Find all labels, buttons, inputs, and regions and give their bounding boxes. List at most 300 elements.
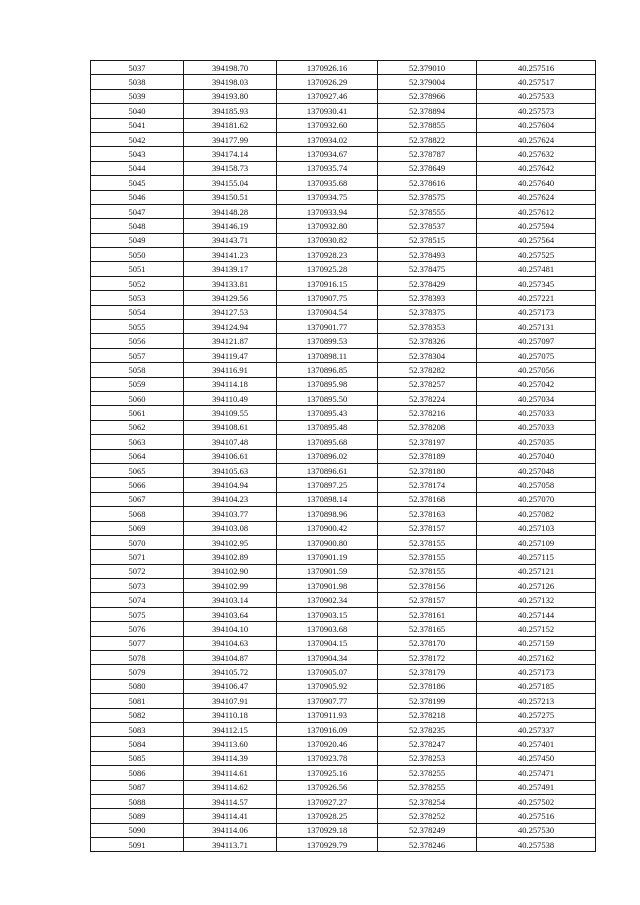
y-coordinate-cell: 1370932.80 [277,219,378,233]
y-coordinate-cell: 1370905.07 [277,665,378,679]
table-row [91,176,596,190]
latitude-cell: 52.378375 [378,305,477,319]
point-number-cell: 5085 [91,751,184,765]
point-number-cell: 5077 [91,636,184,650]
latitude-cell: 52.378199 [378,694,477,708]
latitude-cell: 52.378180 [378,463,477,477]
x-coordinate-cell: 394198.03 [184,75,277,89]
table-row [91,89,596,103]
y-coordinate-cell: 1370901.19 [277,550,378,564]
x-coordinate-cell: 394133.81 [184,276,277,290]
x-coordinate-cell: 394198.70 [184,61,277,75]
latitude-cell: 52.378168 [378,492,477,506]
table-row [91,665,596,679]
point-number-cell: 5063 [91,435,184,449]
longitude-cell: 40.257525 [477,248,596,262]
table-row [91,248,596,262]
x-coordinate-cell: 394114.41 [184,809,277,823]
point-number-cell: 5067 [91,492,184,506]
point-number-cell: 5072 [91,564,184,578]
longitude-cell: 40.257612 [477,204,596,218]
point-number-cell: 5068 [91,507,184,521]
latitude-cell: 52.378353 [378,320,477,334]
point-number-cell: 5043 [91,147,184,161]
y-coordinate-cell: 1370920.46 [277,737,378,751]
latitude-cell: 52.378326 [378,334,477,348]
latitude-cell: 52.378155 [378,564,477,578]
x-coordinate-cell: 394141.23 [184,248,277,262]
table-row [91,161,596,175]
point-number-cell: 5052 [91,276,184,290]
table-row [91,449,596,463]
latitude-cell: 52.378208 [378,420,477,434]
longitude-cell: 40.257624 [477,190,596,204]
x-coordinate-cell: 394116.91 [184,363,277,377]
point-number-cell: 5071 [91,550,184,564]
latitude-cell: 52.378393 [378,291,477,305]
latitude-cell: 52.379004 [378,75,477,89]
table-row [91,780,596,794]
latitude-cell: 52.378197 [378,435,477,449]
longitude-cell: 40.257033 [477,420,596,434]
y-coordinate-cell: 1370895.43 [277,406,378,420]
table-row [91,507,596,521]
table-row [91,291,596,305]
y-coordinate-cell: 1370905.92 [277,679,378,693]
y-coordinate-cell: 1370929.79 [277,838,378,852]
longitude-cell: 40.257042 [477,377,596,391]
point-number-cell: 5074 [91,593,184,607]
y-coordinate-cell: 1370916.09 [277,722,378,736]
longitude-cell: 40.257082 [477,507,596,521]
point-number-cell: 5086 [91,766,184,780]
longitude-cell: 40.257471 [477,766,596,780]
point-number-cell: 5051 [91,262,184,276]
latitude-cell: 52.378649 [378,161,477,175]
longitude-cell: 40.257034 [477,391,596,405]
latitude-cell: 52.378163 [378,507,477,521]
point-number-cell: 5056 [91,334,184,348]
x-coordinate-cell: 394129.56 [184,291,277,305]
latitude-cell: 52.378235 [378,722,477,736]
longitude-cell: 40.257159 [477,636,596,650]
table-row [91,75,596,89]
x-coordinate-cell: 394174.14 [184,147,277,161]
latitude-cell: 52.378218 [378,708,477,722]
table-row [91,233,596,247]
point-number-cell: 5055 [91,320,184,334]
point-number-cell: 5037 [91,61,184,75]
table-row [91,320,596,334]
longitude-cell: 40.257131 [477,320,596,334]
x-coordinate-cell: 394114.18 [184,377,277,391]
x-coordinate-cell: 394121.87 [184,334,277,348]
longitude-cell: 40.257491 [477,780,596,794]
longitude-cell: 40.257075 [477,348,596,362]
table-row [91,276,596,290]
y-coordinate-cell: 1370903.15 [277,607,378,621]
longitude-cell: 40.257115 [477,550,596,564]
point-number-cell: 5053 [91,291,184,305]
latitude-cell: 52.378189 [378,449,477,463]
coordinates-table [90,60,596,852]
y-coordinate-cell: 1370904.54 [277,305,378,319]
longitude-cell: 40.257185 [477,679,596,693]
latitude-cell: 52.378282 [378,363,477,377]
table-row [91,593,596,607]
coordinates-table-body [91,61,596,852]
latitude-cell: 52.378254 [378,794,477,808]
y-coordinate-cell: 1370901.59 [277,564,378,578]
longitude-cell: 40.257642 [477,161,596,175]
y-coordinate-cell: 1370896.85 [277,363,378,377]
table-row [91,219,596,233]
point-number-cell: 5088 [91,794,184,808]
x-coordinate-cell: 394103.14 [184,593,277,607]
y-coordinate-cell: 1370925.28 [277,262,378,276]
x-coordinate-cell: 394113.60 [184,737,277,751]
x-coordinate-cell: 394181.62 [184,118,277,132]
latitude-cell: 52.378155 [378,550,477,564]
table-row [91,435,596,449]
latitude-cell: 52.378255 [378,766,477,780]
longitude-cell: 40.257604 [477,118,596,132]
x-coordinate-cell: 394103.77 [184,507,277,521]
point-number-cell: 5039 [91,89,184,103]
x-coordinate-cell: 394110.18 [184,708,277,722]
latitude-cell: 52.378255 [378,780,477,794]
point-number-cell: 5080 [91,679,184,693]
point-number-cell: 5048 [91,219,184,233]
longitude-cell: 40.257058 [477,478,596,492]
latitude-cell: 52.378249 [378,823,477,837]
latitude-cell: 52.378493 [378,248,477,262]
point-number-cell: 5081 [91,694,184,708]
y-coordinate-cell: 1370929.18 [277,823,378,837]
table-row [91,823,596,837]
x-coordinate-cell: 394102.90 [184,564,277,578]
y-coordinate-cell: 1370900.80 [277,535,378,549]
latitude-cell: 52.378186 [378,679,477,693]
longitude-cell: 40.257097 [477,334,596,348]
longitude-cell: 40.257275 [477,708,596,722]
y-coordinate-cell: 1370934.75 [277,190,378,204]
y-coordinate-cell: 1370907.77 [277,694,378,708]
latitude-cell: 52.378515 [378,233,477,247]
point-number-cell: 5075 [91,607,184,621]
point-number-cell: 5057 [91,348,184,362]
y-coordinate-cell: 1370934.02 [277,132,378,146]
x-coordinate-cell: 394143.71 [184,233,277,247]
longitude-cell: 40.257594 [477,219,596,233]
point-number-cell: 5090 [91,823,184,837]
x-coordinate-cell: 394112.15 [184,722,277,736]
y-coordinate-cell: 1370927.27 [277,794,378,808]
x-coordinate-cell: 394177.99 [184,132,277,146]
longitude-cell: 40.257121 [477,564,596,578]
table-row [91,334,596,348]
point-number-cell: 5084 [91,737,184,751]
table-row [91,636,596,650]
table-row [91,622,596,636]
x-coordinate-cell: 394104.63 [184,636,277,650]
table-row [91,535,596,549]
x-coordinate-cell: 394114.39 [184,751,277,765]
x-coordinate-cell: 394102.95 [184,535,277,549]
point-number-cell: 5050 [91,248,184,262]
x-coordinate-cell: 394110.49 [184,391,277,405]
latitude-cell: 52.378304 [378,348,477,362]
y-coordinate-cell: 1370928.23 [277,248,378,262]
point-number-cell: 5041 [91,118,184,132]
x-coordinate-cell: 394158.73 [184,161,277,175]
longitude-cell: 40.257481 [477,262,596,276]
y-coordinate-cell: 1370916.15 [277,276,378,290]
latitude-cell: 52.378257 [378,377,477,391]
y-coordinate-cell: 1370927.46 [277,89,378,103]
longitude-cell: 40.257103 [477,521,596,535]
latitude-cell: 52.378247 [378,737,477,751]
table-row [91,204,596,218]
y-coordinate-cell: 1370907.75 [277,291,378,305]
longitude-cell: 40.257502 [477,794,596,808]
x-coordinate-cell: 394146.19 [184,219,277,233]
table-row [91,751,596,765]
table-row [91,564,596,578]
point-number-cell: 5082 [91,708,184,722]
x-coordinate-cell: 394185.93 [184,104,277,118]
y-coordinate-cell: 1370933.94 [277,204,378,218]
latitude-cell: 52.379010 [378,61,477,75]
table-row [91,348,596,362]
longitude-cell: 40.257573 [477,104,596,118]
latitude-cell: 52.378966 [378,89,477,103]
y-coordinate-cell: 1370895.98 [277,377,378,391]
longitude-cell: 40.257530 [477,823,596,837]
longitude-cell: 40.257040 [477,449,596,463]
table-row [91,838,596,852]
latitude-cell: 52.378822 [378,132,477,146]
point-number-cell: 5045 [91,176,184,190]
latitude-cell: 52.378216 [378,406,477,420]
point-number-cell: 5054 [91,305,184,319]
x-coordinate-cell: 394139.17 [184,262,277,276]
table-row [91,363,596,377]
point-number-cell: 5058 [91,363,184,377]
x-coordinate-cell: 394127.53 [184,305,277,319]
y-coordinate-cell: 1370901.77 [277,320,378,334]
latitude-cell: 52.378170 [378,636,477,650]
point-number-cell: 5065 [91,463,184,477]
y-coordinate-cell: 1370898.96 [277,507,378,521]
table-row [91,262,596,276]
longitude-cell: 40.257213 [477,694,596,708]
y-coordinate-cell: 1370898.11 [277,348,378,362]
table-row [91,61,596,75]
latitude-cell: 52.378156 [378,579,477,593]
table-row [91,406,596,420]
y-coordinate-cell: 1370926.56 [277,780,378,794]
table-row [91,305,596,319]
y-coordinate-cell: 1370911.93 [277,708,378,722]
latitude-cell: 52.378157 [378,521,477,535]
x-coordinate-cell: 394104.87 [184,651,277,665]
table-row [91,104,596,118]
longitude-cell: 40.257640 [477,176,596,190]
point-number-cell: 5040 [91,104,184,118]
latitude-cell: 52.378179 [378,665,477,679]
table-row [91,478,596,492]
y-coordinate-cell: 1370904.34 [277,651,378,665]
point-number-cell: 5070 [91,535,184,549]
x-coordinate-cell: 394105.63 [184,463,277,477]
y-coordinate-cell: 1370897.25 [277,478,378,492]
x-coordinate-cell: 394106.61 [184,449,277,463]
latitude-cell: 52.378252 [378,809,477,823]
y-coordinate-cell: 1370902.34 [277,593,378,607]
longitude-cell: 40.257048 [477,463,596,477]
table-row [91,579,596,593]
x-coordinate-cell: 394103.64 [184,607,277,621]
y-coordinate-cell: 1370900.42 [277,521,378,535]
x-coordinate-cell: 394124.94 [184,320,277,334]
y-coordinate-cell: 1370896.61 [277,463,378,477]
table-row [91,550,596,564]
point-number-cell: 5042 [91,132,184,146]
longitude-cell: 40.257056 [477,363,596,377]
x-coordinate-cell: 394150.51 [184,190,277,204]
longitude-cell: 40.257162 [477,651,596,665]
longitude-cell: 40.257345 [477,276,596,290]
latitude-cell: 52.378855 [378,118,477,132]
y-coordinate-cell: 1370930.41 [277,104,378,118]
y-coordinate-cell: 1370896.02 [277,449,378,463]
longitude-cell: 40.257173 [477,665,596,679]
x-coordinate-cell: 394148.28 [184,204,277,218]
latitude-cell: 52.378616 [378,176,477,190]
table-row [91,651,596,665]
table-row [91,118,596,132]
table-row [91,809,596,823]
table-row [91,190,596,204]
table-row [91,679,596,693]
point-number-cell: 5078 [91,651,184,665]
table-row [91,463,596,477]
latitude-cell: 52.378157 [378,593,477,607]
latitude-cell: 52.378161 [378,607,477,621]
y-coordinate-cell: 1370925.16 [277,766,378,780]
table-row [91,766,596,780]
table-row [91,147,596,161]
x-coordinate-cell: 394104.94 [184,478,277,492]
longitude-cell: 40.257035 [477,435,596,449]
x-coordinate-cell: 394108.61 [184,420,277,434]
point-number-cell: 5046 [91,190,184,204]
longitude-cell: 40.257144 [477,607,596,621]
point-number-cell: 5091 [91,838,184,852]
table-row [91,492,596,506]
longitude-cell: 40.257533 [477,89,596,103]
point-number-cell: 5076 [91,622,184,636]
y-coordinate-cell: 1370895.68 [277,435,378,449]
longitude-cell: 40.257516 [477,809,596,823]
point-number-cell: 5069 [91,521,184,535]
x-coordinate-cell: 394104.10 [184,622,277,636]
longitude-cell: 40.257517 [477,75,596,89]
table-row [91,420,596,434]
latitude-cell: 52.378475 [378,262,477,276]
x-coordinate-cell: 394102.89 [184,550,277,564]
point-number-cell: 5089 [91,809,184,823]
longitude-cell: 40.257632 [477,147,596,161]
x-coordinate-cell: 394102.99 [184,579,277,593]
table-row [91,708,596,722]
x-coordinate-cell: 394193.80 [184,89,277,103]
y-coordinate-cell: 1370935.68 [277,176,378,190]
latitude-cell: 52.378575 [378,190,477,204]
longitude-cell: 40.257337 [477,722,596,736]
x-coordinate-cell: 394107.91 [184,694,277,708]
latitude-cell: 52.378174 [378,478,477,492]
x-coordinate-cell: 394155.04 [184,176,277,190]
point-number-cell: 5060 [91,391,184,405]
x-coordinate-cell: 394114.57 [184,794,277,808]
latitude-cell: 52.378537 [378,219,477,233]
point-number-cell: 5038 [91,75,184,89]
longitude-cell: 40.257132 [477,593,596,607]
table-row [91,737,596,751]
point-number-cell: 5066 [91,478,184,492]
longitude-cell: 40.257450 [477,751,596,765]
x-coordinate-cell: 394104.23 [184,492,277,506]
point-number-cell: 5047 [91,204,184,218]
longitude-cell: 40.257564 [477,233,596,247]
point-number-cell: 5059 [91,377,184,391]
longitude-cell: 40.257173 [477,305,596,319]
latitude-cell: 52.378555 [378,204,477,218]
table-row [91,794,596,808]
longitude-cell: 40.257401 [477,737,596,751]
x-coordinate-cell: 394107.48 [184,435,277,449]
y-coordinate-cell: 1370934.67 [277,147,378,161]
table-row [91,521,596,535]
point-number-cell: 5087 [91,780,184,794]
y-coordinate-cell: 1370904.15 [277,636,378,650]
longitude-cell: 40.257516 [477,61,596,75]
longitude-cell: 40.257152 [477,622,596,636]
y-coordinate-cell: 1370903.68 [277,622,378,636]
point-number-cell: 5079 [91,665,184,679]
y-coordinate-cell: 1370930.82 [277,233,378,247]
point-number-cell: 5064 [91,449,184,463]
x-coordinate-cell: 394103.08 [184,521,277,535]
x-coordinate-cell: 394114.06 [184,823,277,837]
y-coordinate-cell: 1370935.74 [277,161,378,175]
x-coordinate-cell: 394119.47 [184,348,277,362]
longitude-cell: 40.257109 [477,535,596,549]
table-row [91,607,596,621]
longitude-cell: 40.257624 [477,132,596,146]
x-coordinate-cell: 394114.62 [184,780,277,794]
x-coordinate-cell: 394106.47 [184,679,277,693]
longitude-cell: 40.257126 [477,579,596,593]
y-coordinate-cell: 1370895.50 [277,391,378,405]
table-row [91,722,596,736]
y-coordinate-cell: 1370898.14 [277,492,378,506]
x-coordinate-cell: 394109.55 [184,406,277,420]
latitude-cell: 52.378155 [378,535,477,549]
y-coordinate-cell: 1370926.16 [277,61,378,75]
